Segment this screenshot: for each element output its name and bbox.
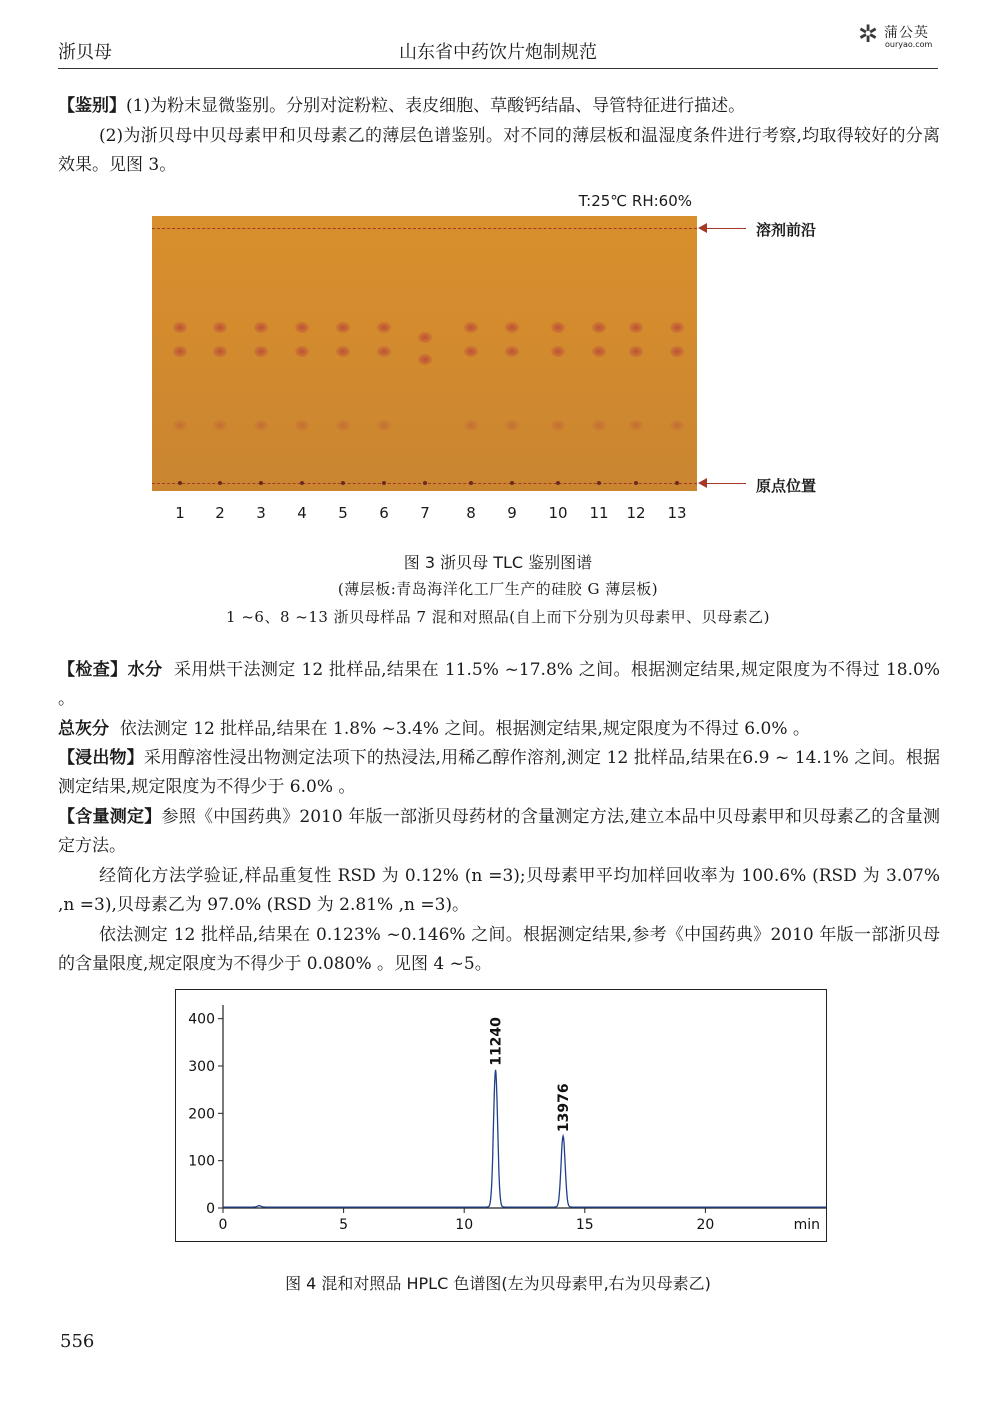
header-center-title: 山东省中药饮片炮制规范 <box>399 42 597 63</box>
tlc-spot <box>336 420 350 431</box>
tlc-conditions: T:25℃ RH:60% <box>578 192 692 210</box>
tlc-origin-dot <box>597 481 601 485</box>
hplc-chart-svg <box>176 990 826 1241</box>
identification-para-2: (2)为浙贝母中贝母素甲和贝母素乙的薄层色谱鉴别。对不同的薄层板和温湿度条件进行考察,均取得较好的分离效果。见图 3。 <box>58 126 940 175</box>
tlc-origin-dot <box>675 481 679 485</box>
tlc-lane-label: 2 <box>215 504 225 522</box>
solvent-front-label: 溶剂前沿 <box>756 221 817 239</box>
identification-label: 【鉴别】 <box>58 96 126 116</box>
tlc-spot <box>213 420 227 431</box>
tlc-origin-dot <box>469 481 473 485</box>
hplc-y-tick-label: 400 <box>188 1011 215 1028</box>
tlc-origin-dot <box>510 481 514 485</box>
validation-para: 经简化方法学验证,样品重复性 RSD 为 0.12% (n =3);贝母素甲平均加样回收率为 100.6% (RSD 为 3.07% ,n =3),贝母素乙为 97.0% (RSD 为 2.81% ,n =3)。 <box>58 866 940 915</box>
figure4-caption: 图 4 混和对照品 HPLC 色谱图(左为贝母素甲,右为贝母素乙) <box>285 1274 711 1293</box>
hplc-x-tick-label: 20 <box>696 1217 715 1233</box>
hplc-x-tick-label: 15 <box>575 1217 594 1233</box>
tlc-spot <box>418 332 432 343</box>
tlc-spot <box>670 420 684 431</box>
tlc-spot <box>418 354 432 365</box>
tlc-spot <box>670 322 684 333</box>
origin-arrow <box>700 483 746 484</box>
tlc-spot <box>551 420 565 431</box>
tlc-spot <box>551 346 565 357</box>
tlc-spot <box>670 346 684 357</box>
tlc-spot <box>173 346 187 357</box>
tlc-lane-label: 1 <box>175 504 185 522</box>
hplc-peak-label: 11240 <box>488 1017 505 1066</box>
tlc-lane-label: 9 <box>507 504 517 522</box>
assay-label: 【含量测定】 <box>58 807 162 827</box>
hplc-y-tick-label: 0 <box>206 1201 215 1217</box>
total-ash-para <box>58 715 940 744</box>
page-header <box>58 20 938 69</box>
tlc-plate <box>152 216 697 491</box>
tlc-spot <box>551 322 565 333</box>
tlc-lane-label: 13 <box>667 504 687 522</box>
tlc-spot <box>254 420 268 431</box>
tlc-spot <box>505 346 519 357</box>
tlc-lane-label: 12 <box>626 504 646 522</box>
tlc-spot <box>336 322 350 333</box>
total-ash-text: 依法测定 12 批样品,结果在 1.8% ~3.4% 之间。根据测定结果,规定限度为不得过 6.0% 。 <box>119 719 810 739</box>
tlc-spot <box>377 322 391 333</box>
logo-url: ouryao.com <box>885 40 933 49</box>
identification-text-1: (1)为粉末显微鉴别。分别对淀粉粒、表皮细胞、草酸钙结晶、导管特征进行描述。 <box>126 96 746 116</box>
tlc-origin-dot <box>634 481 638 485</box>
extract-label: 【浸出物】 <box>58 748 144 768</box>
tlc-spot <box>173 420 187 431</box>
tlc-origin-dot <box>178 481 182 485</box>
tlc-origin-dot <box>259 481 263 485</box>
tlc-origin-dot <box>300 481 304 485</box>
solvent-front-line <box>152 228 697 229</box>
tlc-lane-label: 7 <box>420 504 430 522</box>
tlc-lane-label: 10 <box>548 504 568 522</box>
hplc-peak-label: 13976 <box>556 1083 573 1133</box>
header-left-title: 浙贝母 <box>58 42 112 63</box>
solvent-front-arrow <box>700 228 746 229</box>
tlc-spot <box>213 346 227 357</box>
hplc-x-tick-label: 10 <box>455 1217 474 1233</box>
assay-para <box>58 803 940 861</box>
tlc-spot <box>464 322 478 333</box>
tlc-spot <box>592 322 606 333</box>
logo-name: 蒲公英 <box>884 25 929 41</box>
tlc-spot <box>377 346 391 357</box>
tlc-spot <box>254 346 268 357</box>
tlc-lane-label: 3 <box>256 504 266 522</box>
result-para: 依法测定 12 批样品,结果在 0.123% ~0.146% 之间。根据测定结果,参考《中国药典》2010 年版一部浙贝母的含量限度,规定限度为不得少于 0.080% 。见图 4 ~5。 <box>58 925 940 974</box>
tlc-origin-dot <box>423 481 427 485</box>
tlc-origin-dot <box>218 481 222 485</box>
tlc-spot <box>173 322 187 333</box>
hplc-x-tick-label: 0 <box>218 1217 228 1233</box>
page-number: 556 <box>60 1331 95 1352</box>
assay-text: 参照《中国药典》2010 年版一部浙贝母药材的含量测定方法,建立本品中贝母素甲和贝母素乙的含量测定方法。 <box>58 807 941 856</box>
tlc-spot <box>592 346 606 357</box>
tlc-origin-dot <box>556 481 560 485</box>
tlc-lane-label: 8 <box>466 504 476 522</box>
tlc-spot <box>213 322 227 333</box>
tlc-spot <box>505 420 519 431</box>
tlc-origin-dot <box>341 481 345 485</box>
hplc-trace-line <box>223 1070 826 1207</box>
tlc-lane-label: 4 <box>297 504 307 522</box>
moisture-text: 采用烘干法测定 12 批样品,结果在 11.5% ~17.8% 之间。根据测定结果,规定限度为不得过 18.0% 。 <box>58 660 940 709</box>
tlc-spot <box>336 346 350 357</box>
hplc-y-tick-label: 100 <box>188 1153 215 1170</box>
tlc-lane-label: 11 <box>589 504 609 522</box>
tlc-spot <box>592 420 606 431</box>
tlc-spot <box>464 346 478 357</box>
hplc-y-tick-label: 200 <box>188 1106 215 1123</box>
logo-flower-icon: ✲ <box>858 20 879 48</box>
extract-text: 采用醇溶性浸出物测定法项下的热浸法,用稀乙醇作溶剂,测定 12 批样品,结果在6.9 ~ 14.1% 之间。根据测定结果,规定限度为不得少于 6.0% 。 <box>58 748 941 797</box>
tlc-spot <box>295 346 309 357</box>
tlc-spot <box>377 420 391 431</box>
figure3-subcaption-1: (薄层板:青岛海洋化工厂生产的硅胶 G 薄层板) <box>337 580 659 598</box>
figure3-subcaption-2: 1 ~6、8 ~13 浙贝母样品 7 混和对照品(自上而下分别为贝母素甲、贝母素乙) <box>226 608 770 626</box>
tlc-spot <box>464 420 478 431</box>
hplc-x-axis-label: min <box>793 1217 820 1233</box>
tlc-spot <box>505 322 519 333</box>
site-logo <box>858 20 944 54</box>
tlc-lane-label: 5 <box>338 504 348 522</box>
tlc-spot <box>254 322 268 333</box>
tlc-spot <box>295 420 309 431</box>
figure3-caption: 图 3 浙贝母 TLC 鉴别图谱 <box>403 553 593 572</box>
hplc-chart <box>175 989 827 1242</box>
tlc-spot <box>629 420 643 431</box>
identification-para-1 <box>58 92 940 121</box>
tlc-spot <box>295 322 309 333</box>
total-ash-label: 总灰分 <box>58 719 109 739</box>
inspection-label: 【检查】水分 <box>58 660 163 680</box>
tlc-figure <box>150 186 850 526</box>
tlc-spot <box>629 346 643 357</box>
tlc-lane-label: 6 <box>379 504 389 522</box>
hplc-x-tick-label: 5 <box>339 1217 349 1233</box>
hplc-y-tick-label: 300 <box>188 1059 215 1075</box>
tlc-spot <box>629 322 643 333</box>
inspection-moisture-para <box>58 656 940 714</box>
extract-para <box>58 744 940 802</box>
tlc-origin-dot <box>382 481 386 485</box>
origin-label: 原点位置 <box>756 477 817 495</box>
